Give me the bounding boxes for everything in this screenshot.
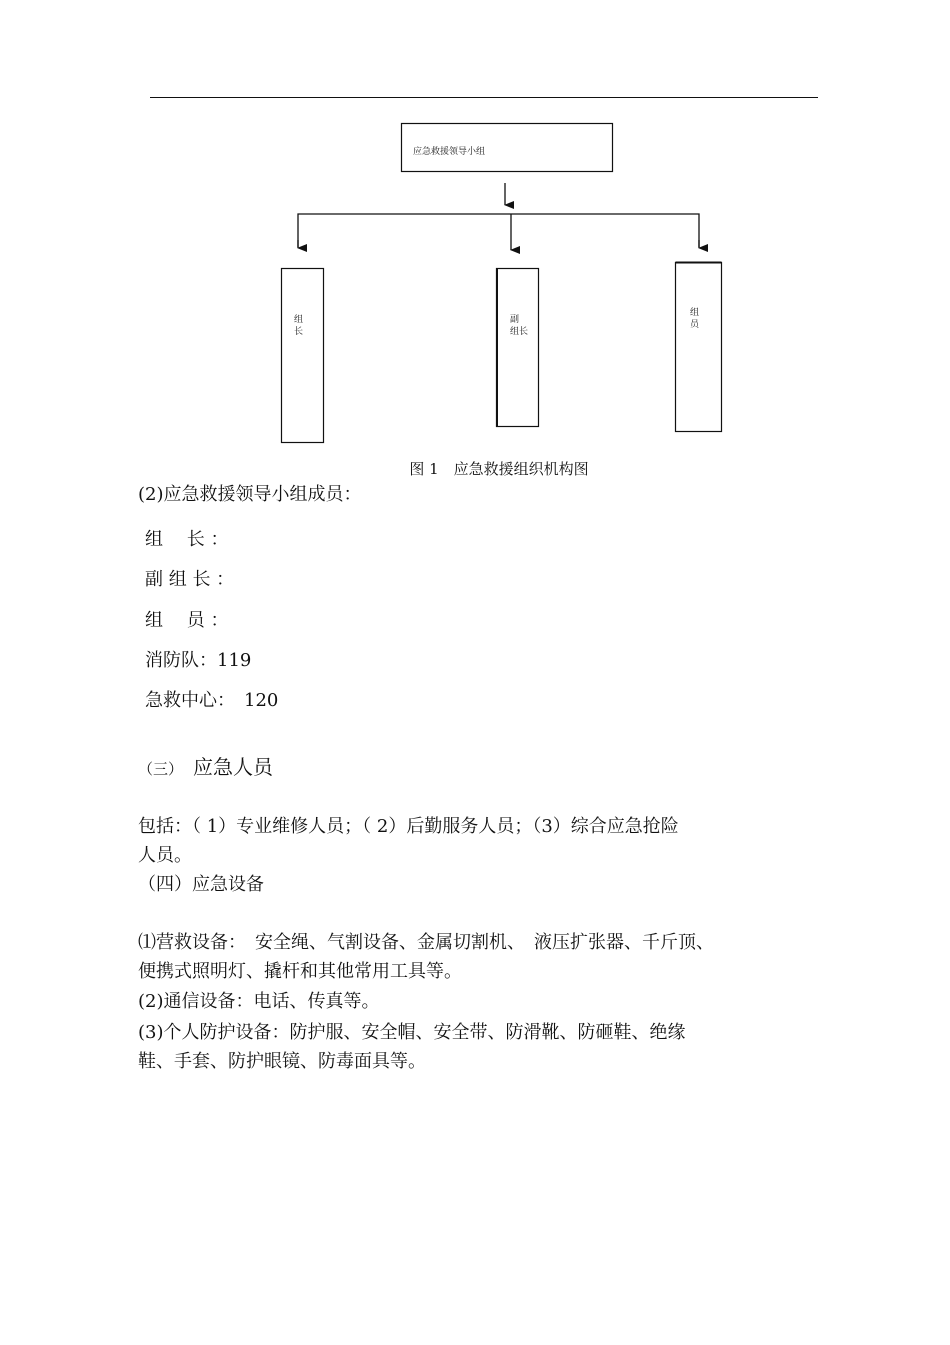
equipment-item-2: (2)通信设备：电话、传真等。 — [138, 991, 380, 1012]
equipment-item-1-line1: ⑴营救设备： 安全绳、气割设备、金属切割机、 液压扩张器、千斤顶、 — [138, 932, 714, 953]
deputy-box — [497, 269, 539, 427]
member-box — [676, 263, 722, 432]
top-box-label: 应急救援领导小组 — [413, 147, 486, 157]
section-3-title: 应急人员 — [193, 755, 274, 779]
member-box-line2: 员 — [690, 320, 700, 330]
deputy-box-line2: 组长 — [510, 327, 529, 337]
equipment-item-3-line2: 鞋、手套、防护眼镜、防毒面具等。 — [138, 1051, 426, 1072]
section-4-title: （四）应急设备 — [138, 874, 264, 895]
equipment-item-3-line1: (3)个人防护设备：防护服、安全帽、安全带、防滑靴、防砸鞋、绝缘 — [138, 1022, 686, 1043]
section-3-number: （三） — [138, 760, 184, 778]
section-3-body-line2: 人员。 — [138, 845, 192, 866]
section-3-body-line1: 包括：（ 1）专业维修人员；（ 2）后勤服务人员；（3）综合应急抢险 — [138, 816, 679, 837]
member-box-line1: 组 — [690, 308, 700, 318]
deputy-box-line1: 副 — [510, 315, 520, 325]
leader-box-line1: 组 — [294, 315, 304, 325]
member-row-deputy: 副 组 长 ： — [145, 569, 235, 590]
leader-box-line2: 长 — [294, 327, 304, 337]
section-3-heading — [138, 754, 273, 782]
member-row-member: 组 员 ： — [145, 610, 229, 631]
top-box — [402, 124, 613, 172]
member-row-fire: 消防队：119 — [145, 650, 252, 671]
member-row-emergency-center: 急救中心： 120 — [145, 690, 279, 711]
member-row-leader: 组 长 ： — [145, 529, 229, 550]
org-chart — [0, 0, 950, 460]
equipment-item-1-line2: 便携式照明灯、撬杆和其他常用工具等。 — [138, 961, 462, 982]
figure-caption: 图 1 应急救援组织机构图 — [409, 460, 589, 478]
connector-horizontal — [298, 214, 699, 247]
members-title: (2)应急救援领导小组成员： — [138, 484, 362, 505]
leader-box — [282, 269, 324, 443]
